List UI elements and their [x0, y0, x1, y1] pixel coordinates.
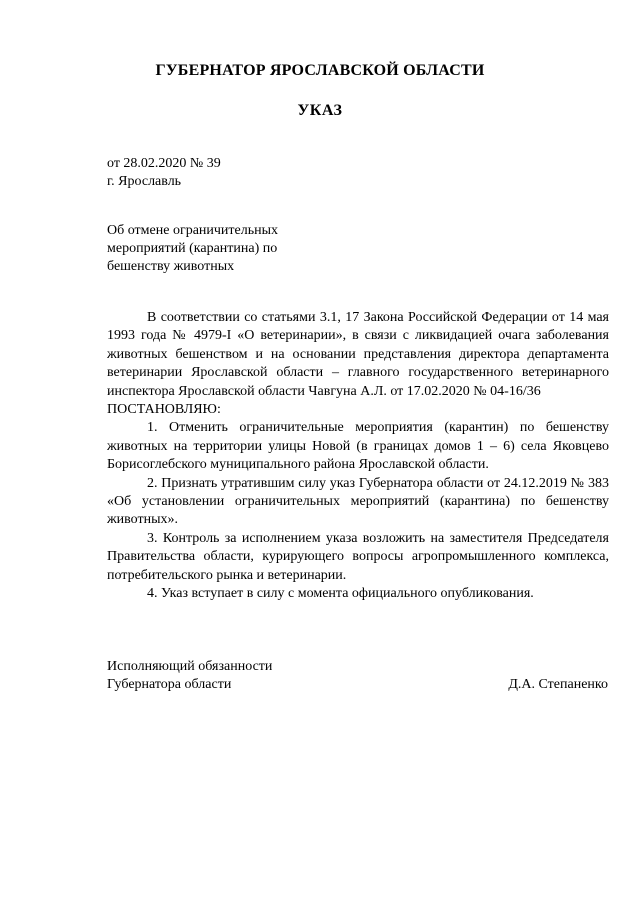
preamble-paragraph: В соответствии со статьями 3.1, 17 Закона Российской Федерации от 14 мая 1993 года № 4979-I «О ветеринарии», в связи с ликвидацией очага заболевания животных бешенством и на основании представления директора департамента ветеринарии Ярославской области – главного государственного ветеринарного инспектора Ярославской области Чавгуна А.Л. от 17.02.2020 № 04-16/36 — [107, 310, 609, 399]
city: г. Ярославль — [107, 174, 182, 189]
date-number: от 28.02.2020 № 39 — [107, 156, 221, 171]
subject-line: Об отмене ограничительных — [107, 223, 279, 238]
decree-item: 2. Признать утратившим силу указ Губернатора области от 24.12.2019 № 383 «Об установлении ограничительных мероприятий (карантина) по бешенству животных». — [107, 475, 609, 528]
document-meta — [107, 155, 221, 191]
decree-item: 3. Контроль за исполнением указа возложить на заместителя Председателя Правительства области, курирующего вопросы агропромышленного комплекса, потребительского рынка и ветеринарии. — [107, 530, 609, 583]
decree-item: 1. Отменить ограничительные мероприятия (карантин) по бешенству животных на территории улицы Новой (в границах домов 1 – 6) села Яковцево Борисоглебского муниципального района Ярославской области. — [107, 420, 609, 473]
position-line: Исполняющий обязанности — [107, 659, 273, 674]
document-subject — [107, 222, 327, 276]
resolve-heading: ПОСТАНОВЛЯЮ: — [107, 402, 221, 418]
decree-item: 4. Указ вступает в силу с момента официального опубликования. — [147, 586, 534, 602]
subject-line: мероприятий (карантина) по — [107, 241, 278, 256]
document-header-title: ГУБЕРНАТОР ЯРОСЛАВСКОЙ ОБЛАСТИ — [155, 62, 485, 79]
signatory-name: Д.А. Степаненко — [508, 677, 608, 692]
document-body — [107, 309, 609, 604]
document-type: УКАЗ — [297, 102, 343, 119]
position-line: Губернатора области — [107, 677, 232, 692]
signatory-position — [107, 658, 272, 694]
subject-line: бешенству животных — [107, 259, 235, 274]
